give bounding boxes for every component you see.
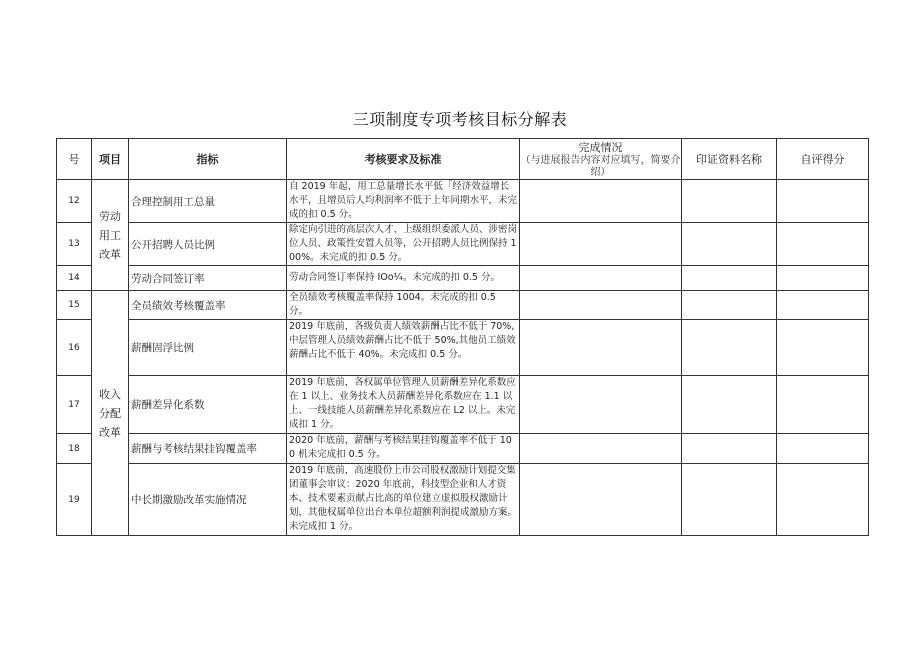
- row-indicator: 全员绩效考核覆盖率: [129, 291, 287, 320]
- header-completion: [520, 139, 682, 180]
- row-number: 17: [57, 376, 92, 434]
- row-indicator: 合理控制用工总量: [129, 180, 287, 223]
- row-number: 16: [57, 320, 92, 376]
- row-requirement: 2020 年底前，薪酬与考核结果挂钩覆盖率不低于 100 机未完成扣 0.5 分。: [287, 434, 520, 464]
- header-no: 号: [57, 139, 92, 180]
- row-score-cell[interactable]: [777, 434, 869, 464]
- header-indicator: 指标: [129, 139, 287, 180]
- table-row: [57, 291, 869, 320]
- row-completion-cell[interactable]: [520, 320, 682, 376]
- table-row: [57, 266, 869, 291]
- row-evidence-cell[interactable]: [682, 464, 777, 536]
- table-row: [57, 320, 869, 376]
- header-requirement: 考核要求及标准: [287, 139, 520, 180]
- row-evidence-cell[interactable]: [682, 376, 777, 434]
- row-requirement: 2019 年底前，各级负责人绩效薪酬占比不低于 70%,中层管理人员绩效薪酬占比不低于 50%,其他员工绩效薪酬占比不低于 40%。未完成扣 0.5 分。: [287, 320, 520, 376]
- row-completion-cell[interactable]: [520, 291, 682, 320]
- row-evidence-cell[interactable]: [682, 291, 777, 320]
- table-row: [57, 223, 869, 266]
- row-requirement: 自 2019 年起，用工总量增长水平低「经济效益增长水平，且增员后人均利润率不低于上年同期水平，未完成的扣 0.5 分。: [287, 180, 520, 223]
- row-number: 15: [57, 291, 92, 320]
- row-requirement: 2019 年底前，高速股份上市公司股权激励计划提交集团董事会审议：2020 年底前，科技型企业和人才资本、技术要素贡献占比高的单位建立虚拟股权激励计划，其他权属单位出台本单位超额利润提成激励方案。未完成扣 1 分。: [287, 464, 520, 536]
- row-evidence-cell[interactable]: [682, 223, 777, 266]
- table-row: [57, 464, 869, 536]
- row-requirement: 劳动合同签订率保持 IOo¼。未完成的扣 0.5 分。: [287, 266, 520, 291]
- row-completion-cell[interactable]: [520, 180, 682, 223]
- row-number: 19: [57, 464, 92, 536]
- row-score-cell[interactable]: [777, 180, 869, 223]
- table-row: [57, 434, 869, 464]
- row-completion-cell[interactable]: [520, 464, 682, 536]
- header-self-score: 自评得分: [777, 139, 869, 180]
- row-evidence-cell[interactable]: [682, 434, 777, 464]
- header-row: [57, 139, 869, 180]
- row-score-cell[interactable]: [777, 464, 869, 536]
- row-score-cell[interactable]: [777, 266, 869, 291]
- row-indicator: 薪酬固浮比例: [129, 320, 287, 376]
- row-number: 14: [57, 266, 92, 291]
- assessment-table: [56, 138, 869, 536]
- row-score-cell[interactable]: [777, 376, 869, 434]
- header-completion-title: 完成情况: [578, 141, 623, 154]
- row-evidence-cell[interactable]: [682, 320, 777, 376]
- row-indicator: 中长期激励改革实施情况: [129, 464, 287, 536]
- table-row: [57, 376, 869, 434]
- row-indicator: 薪酬差异化系数: [129, 376, 287, 434]
- row-indicator: 公开招聘人员比例: [129, 223, 287, 266]
- group-labor-reform: 劳动用工改革: [92, 180, 129, 291]
- row-evidence-cell[interactable]: [682, 180, 777, 223]
- row-score-cell[interactable]: [777, 223, 869, 266]
- row-completion-cell[interactable]: [520, 434, 682, 464]
- row-number: 18: [57, 434, 92, 464]
- row-completion-cell[interactable]: [520, 223, 682, 266]
- table-row: [57, 180, 869, 223]
- row-completion-cell[interactable]: [520, 376, 682, 434]
- row-requirement: 2019 年底前，各权属单位管理人员薪酬差异化系数应在 1 以上、业务技术人员薪酬差异化系数应在 1.1 以上、一线技能人员薪酬差异化系数应在 L2 以上。未完成扣 1 分。: [287, 376, 520, 434]
- header-evidence: 印证资料名称: [682, 139, 777, 180]
- row-completion-cell[interactable]: [520, 266, 682, 291]
- row-requirement: 除定向引进的高层次人才、上级组织委派人员、涉密岗位人员、政策性安置人员等，公开招聘人员比例保持 100%。未完成的扣 0.5 分。: [287, 223, 520, 266]
- row-score-cell[interactable]: [777, 291, 869, 320]
- header-completion-note: （与进展报告内容对应填写，简要介绍）: [520, 155, 681, 178]
- group-income-reform: 收入分配改革: [92, 291, 129, 536]
- row-number: 13: [57, 223, 92, 266]
- row-indicator: 薪酬与考核结果挂钩覆盖率: [129, 434, 287, 464]
- row-indicator: 劳动合同签订率: [129, 266, 287, 291]
- row-score-cell[interactable]: [777, 320, 869, 376]
- header-project: 项目: [92, 139, 129, 180]
- row-evidence-cell[interactable]: [682, 266, 777, 291]
- row-number: 12: [57, 180, 92, 223]
- row-requirement: 全员绩效考核覆盖率保持 1004。未完成的扣 0.5 分。: [287, 291, 520, 320]
- page-title: 三项制度专项考核目标分解表: [352, 110, 568, 129]
